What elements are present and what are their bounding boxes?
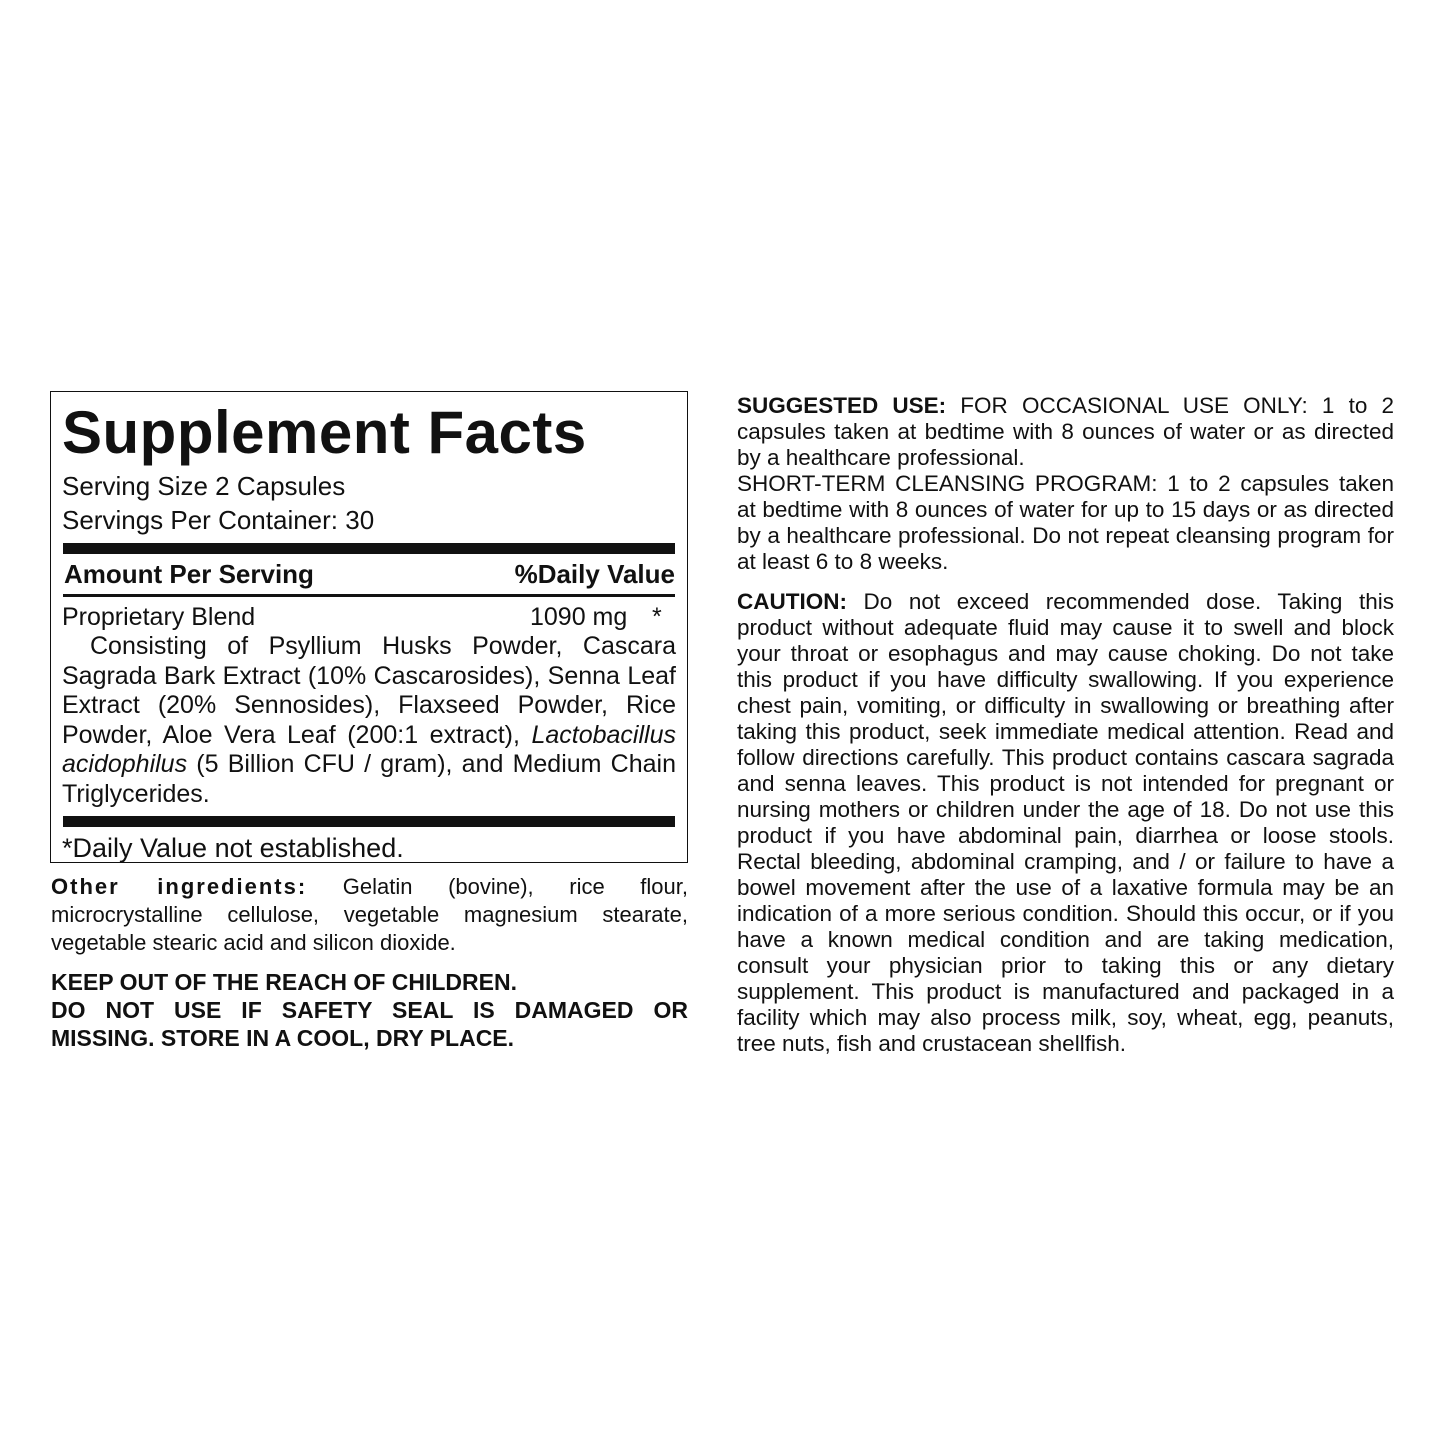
divider-thin — [63, 594, 675, 597]
divider-bottom — [63, 816, 675, 827]
other-ingredients — [51, 873, 688, 957]
caution-text: Do not exceed recommended dose. Taking this product without adequate fluid may cause it to swell and block your throat or esophagus and may cause choking. Do not take this product if you have difficulty swallowing. If you experience chest pain, vomiting, or difficulty in swallowing or breathing after taking this product, seek immediate medical attention. Read and follow directions carefully. This product contains cascara sagrada and senna leaves. This product is not intended for pregnant or nursing mothers or children under the age of 18. Do not use this product if you have abdominal pain, diarrhea or loose stools. Rectal bleeding, abdominal cramping, and / or failure to have a bowel movement after the use of a laxative formula may be an indication of a more serious condition. Should this occur, or if you have a known medical condition and are taking medication, consult your physician prior to taking this or any dietary supplement. This product is manufactured and packaged in a facility which may also process milk, soy, wheat, egg, peanuts, tree nuts, fish and crustacean shellfish. — [737, 589, 1394, 1056]
suggested-use — [737, 393, 1394, 471]
servings-per-container: Servings Per Container: 30 — [62, 505, 375, 535]
daily-value-header: %Daily Value — [514, 559, 675, 589]
blend-description-text-end: (5 Billion CFU / gram), and Medium Chain Triglycerides. — [62, 750, 676, 808]
blend-amount: 1090 mg — [530, 603, 628, 631]
suggested-use-label: SUGGESTED USE: — [737, 393, 947, 418]
facts-title: Supplement Facts — [62, 399, 587, 466]
blend-description — [62, 632, 676, 809]
caution-label: CAUTION: — [737, 589, 847, 614]
supplement-facts-panel — [50, 391, 688, 863]
divider-thick — [63, 543, 675, 554]
serving-size: Serving Size 2 Capsules — [62, 471, 346, 501]
blend-daily-value: * — [652, 603, 662, 631]
cleansing-program: SHORT-TERM CLEANSING PROGRAM: 1 to 2 capsules taken at bedtime with 8 ounces of water for up to 15 days or as directed by a healthcare professional. Do not repeat cleansing program for at least 6 to 8 weeks. — [737, 471, 1394, 574]
storage-warnings — [51, 968, 688, 1052]
blend-row — [62, 602, 676, 632]
blend-name: Proprietary Blend — [62, 603, 256, 631]
other-ingredients-label: Other ingredients: — [51, 874, 308, 899]
daily-value-note: *Daily Value not established. — [62, 833, 404, 863]
amount-header-row — [62, 554, 676, 594]
blend-description-text: Consisting of Psyllium Husks Powder, Cascara Sagrada Bark Extract (10% Cascarosides), Senna Leaf Extract (20% Sennosides), Flaxseed Powder, Rice Powder, Aloe Vera Leaf (200:1 extract), — [62, 632, 676, 749]
amount-per-serving-header: Amount Per Serving — [64, 559, 314, 589]
blend-description-italic: Lactobacillus acidophilus — [62, 720, 676, 778]
safety-seal-warning: DO NOT USE IF SAFETY SEAL IS DAMAGED OR MISSING. STORE IN A COOL, DRY PLACE. — [51, 997, 688, 1051]
other-ingredients-text: Gelatin (bovine), rice flour, microcrystalline cellulose, vegetable magnesium stearate, vegetable stearic acid and silicon dioxide. — [51, 874, 688, 955]
keep-out-of-reach: KEEP OUT OF THE REACH OF CHILDREN. — [51, 969, 517, 995]
directions-column — [737, 393, 1394, 1057]
caution — [737, 589, 1394, 1057]
suggested-use-text: FOR OCCASIONAL USE ONLY: 1 to 2 capsules taken at bedtime with 8 ounces of water or as directed by a healthcare professional. — [737, 393, 1394, 470]
